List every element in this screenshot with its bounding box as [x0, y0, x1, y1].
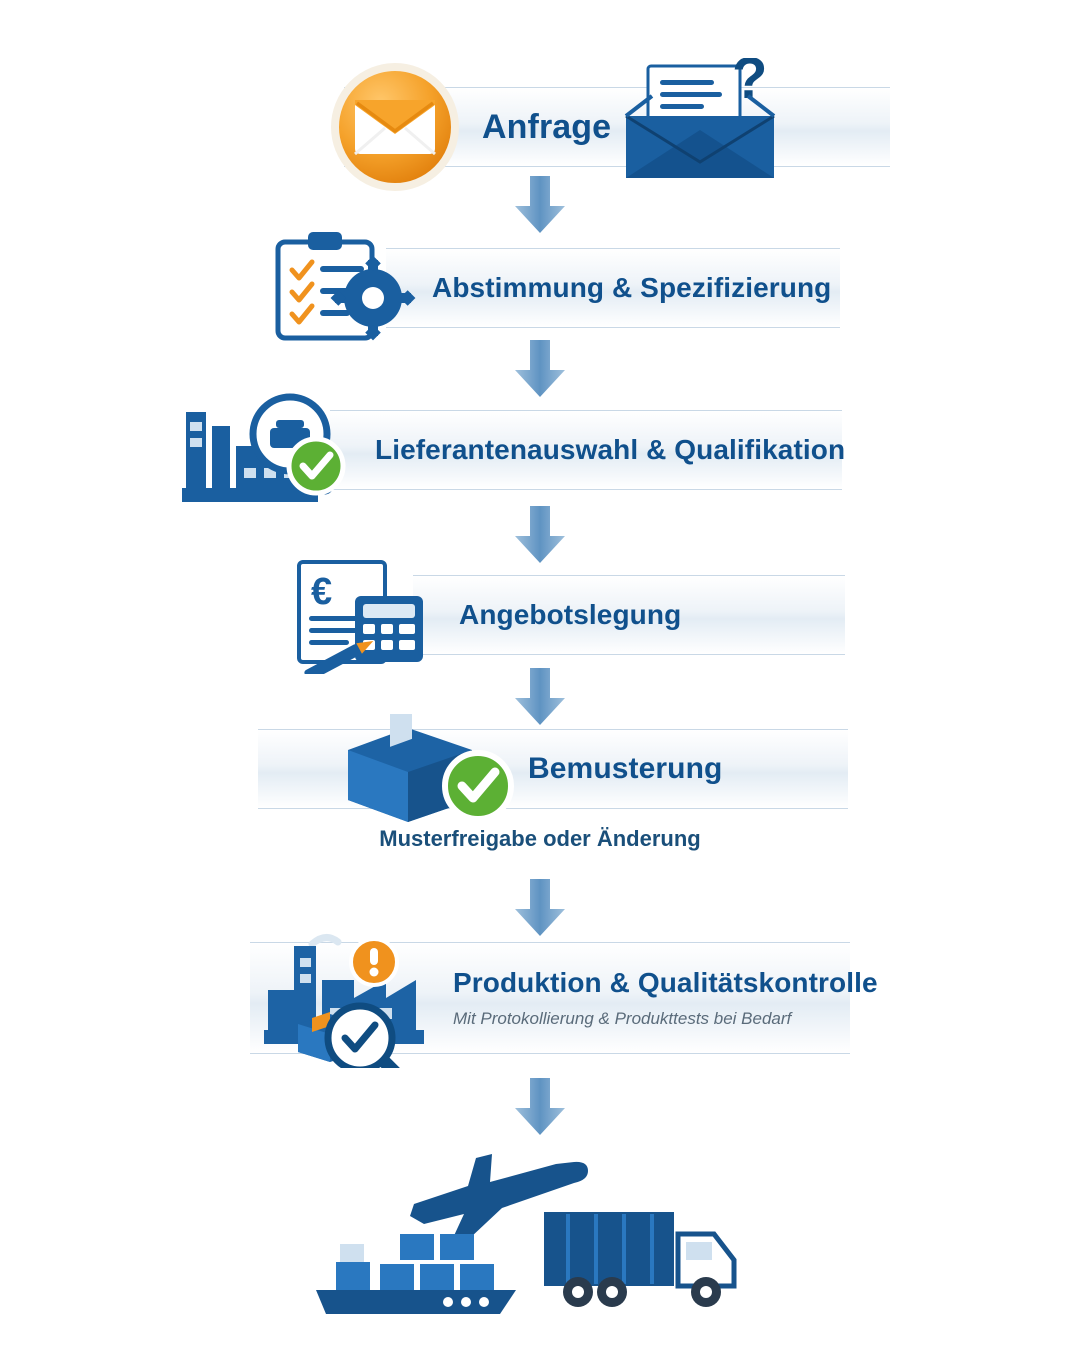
down-arrow — [513, 878, 567, 943]
step-logistik[interactable] — [270, 1140, 810, 1320]
open-envelope-question-icon — [620, 58, 780, 188]
step-label-angebotslegung: Angebotslegung — [459, 599, 682, 630]
step-abstimmung[interactable] — [270, 228, 840, 348]
down-arrow — [513, 340, 567, 403]
down-arrow — [513, 1078, 567, 1141]
step-label-abstimmung: Abstimmung & Spezifizierung — [432, 272, 832, 303]
step-anfrage[interactable] — [330, 58, 890, 192]
factory-magnifier-check-icon — [182, 392, 367, 508]
ship-plane-truck-logistics-icon — [310, 1140, 770, 1320]
svg-text:?: ? — [732, 58, 768, 111]
package-box-check-icon — [332, 714, 522, 824]
step-label-produktion: Produktion & Qualitätskontrolle — [453, 967, 878, 998]
down-arrow — [513, 506, 567, 569]
step-sublabel-produktion: Mit Protokollierung & Produkttests bei Bedarf — [453, 1009, 792, 1028]
step-produktion[interactable] — [250, 928, 878, 1068]
factory-warning-magnifier-icon — [250, 928, 445, 1068]
step-lieferantenauswahl[interactable] — [182, 392, 846, 508]
step-angebotslegung[interactable] — [285, 556, 845, 674]
clipboard-checklist-gear-icon — [270, 228, 420, 348]
svg-text:€: € — [311, 571, 333, 613]
step-label-lieferantenauswahl: Lieferantenauswahl & Qualifikation — [375, 434, 846, 465]
down-arrow — [513, 176, 567, 239]
mid-caption-musterfreigabe: Musterfreigabe oder Änderung — [379, 826, 701, 851]
envelope-mail-icon — [330, 62, 460, 192]
step-label-bemusterung: Bemusterung — [528, 752, 723, 785]
step-label-anfrage: Anfrage — [482, 107, 612, 146]
invoice-euro-calculator-icon — [285, 556, 445, 674]
